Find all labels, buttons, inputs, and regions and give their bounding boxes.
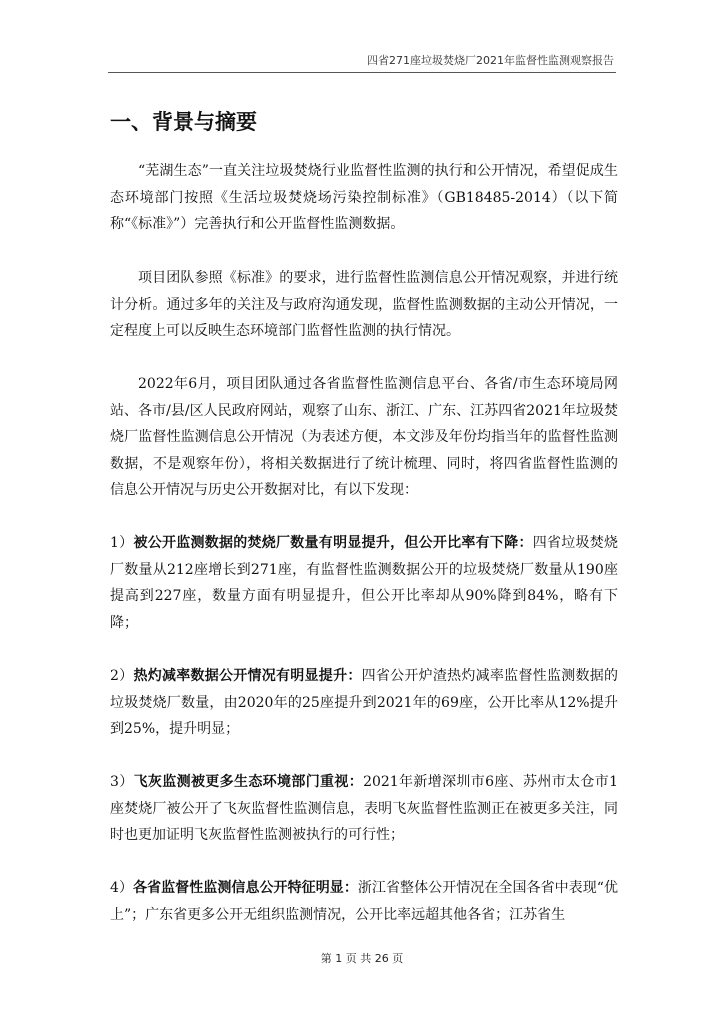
running-header: 四省271座垃圾焚烧厂2021年监督性监测观察报告 bbox=[367, 54, 614, 67]
intro-paragraph-3: 2022年6月，项目团队通过各省监督性监测信息平台、各省/市生态环境局网站、各市/县/区人民政府网站，观察了山东、浙江、广东、江苏四省2021年垃圾焚烧厂监督性监测信息公开情况（为表述方便，本文涉及年份均指当年的监督性监测数据，不是观察年份），将相关数据进行了统计梳理、同时，将四省监督性监测的信息公开情况与历史公开数据对比，有以下发现： bbox=[110, 376, 618, 498]
finding-3 bbox=[110, 769, 618, 849]
finding-1-heading: 被公开监测数据的焚烧厂数量有明显提升，但公开比率有下降： bbox=[133, 535, 533, 551]
header-divider bbox=[108, 72, 616, 73]
finding-3-number: 3） bbox=[110, 774, 134, 790]
finding-4-number: 4） bbox=[110, 880, 134, 896]
intro-paragraph-1: “芜湖生态”一直关注垃圾焚烧行业监督性监测的执行和公开情况，希望促成生态环境部门按照《生活垃圾焚烧场污染控制标准》（GB18485-2014）（以下简称“《标准》”）完善执行和公开监督性监测数据。 bbox=[110, 163, 618, 232]
finding-2-number: 2） bbox=[110, 668, 134, 684]
finding-1-number: 1） bbox=[110, 535, 134, 551]
finding-4-body: 浙江省整体公开情况在全国各省中表现“优上”；广东省更多公开无组织监测情况，公开比率远超其他各省；江苏省生 bbox=[110, 880, 618, 923]
finding-2-heading: 热灼减率数据公开情况有明显提升： bbox=[133, 668, 362, 684]
finding-4-heading: 各省监督性监测信息公开特征明显： bbox=[133, 880, 358, 896]
page-number-footer: 第 1 页 共 26 页 bbox=[320, 952, 404, 965]
finding-1 bbox=[110, 530, 618, 636]
finding-1-body: 四省垃圾焚烧厂数量从212座增长到271座，有监督性监测数据公开的垃圾焚烧厂数量从190座提高到227座，数量方面有明显提升，但公开比率却从90%降到84%，略有下降； bbox=[110, 535, 618, 631]
finding-3-heading: 飞灰监测被更多生态环境部门重视： bbox=[133, 774, 364, 790]
section-title: 一、背景与摘要 bbox=[110, 110, 257, 134]
finding-3-body: 2021年新增深圳市6座、苏州市太仓市1座焚烧厂被公开了飞灰监督性监测信息，表明飞灰监督性监测正在被更多关注，同时也更加证明飞灰监督性监测被执行的可行性； bbox=[110, 774, 618, 843]
intro-paragraph-2: 项目团队参照《标准》的要求，进行监督性监测信息公开情况观察，并进行统计分析。通过多年的关注及与政府沟通发现，监督性监测数据的主动公开情况，一定程度上可以反映生态环境部门监督性监测的执行情况。 bbox=[110, 270, 618, 339]
finding-4 bbox=[110, 875, 618, 928]
finding-2-body: 四省公开炉渣热灼减率监督性监测数据的垃圾焚烧厂数量，由2020年的25座提升到2021年的69座，公开比率从12%提升到25%，提升明显； bbox=[110, 668, 619, 737]
finding-2 bbox=[110, 663, 618, 743]
